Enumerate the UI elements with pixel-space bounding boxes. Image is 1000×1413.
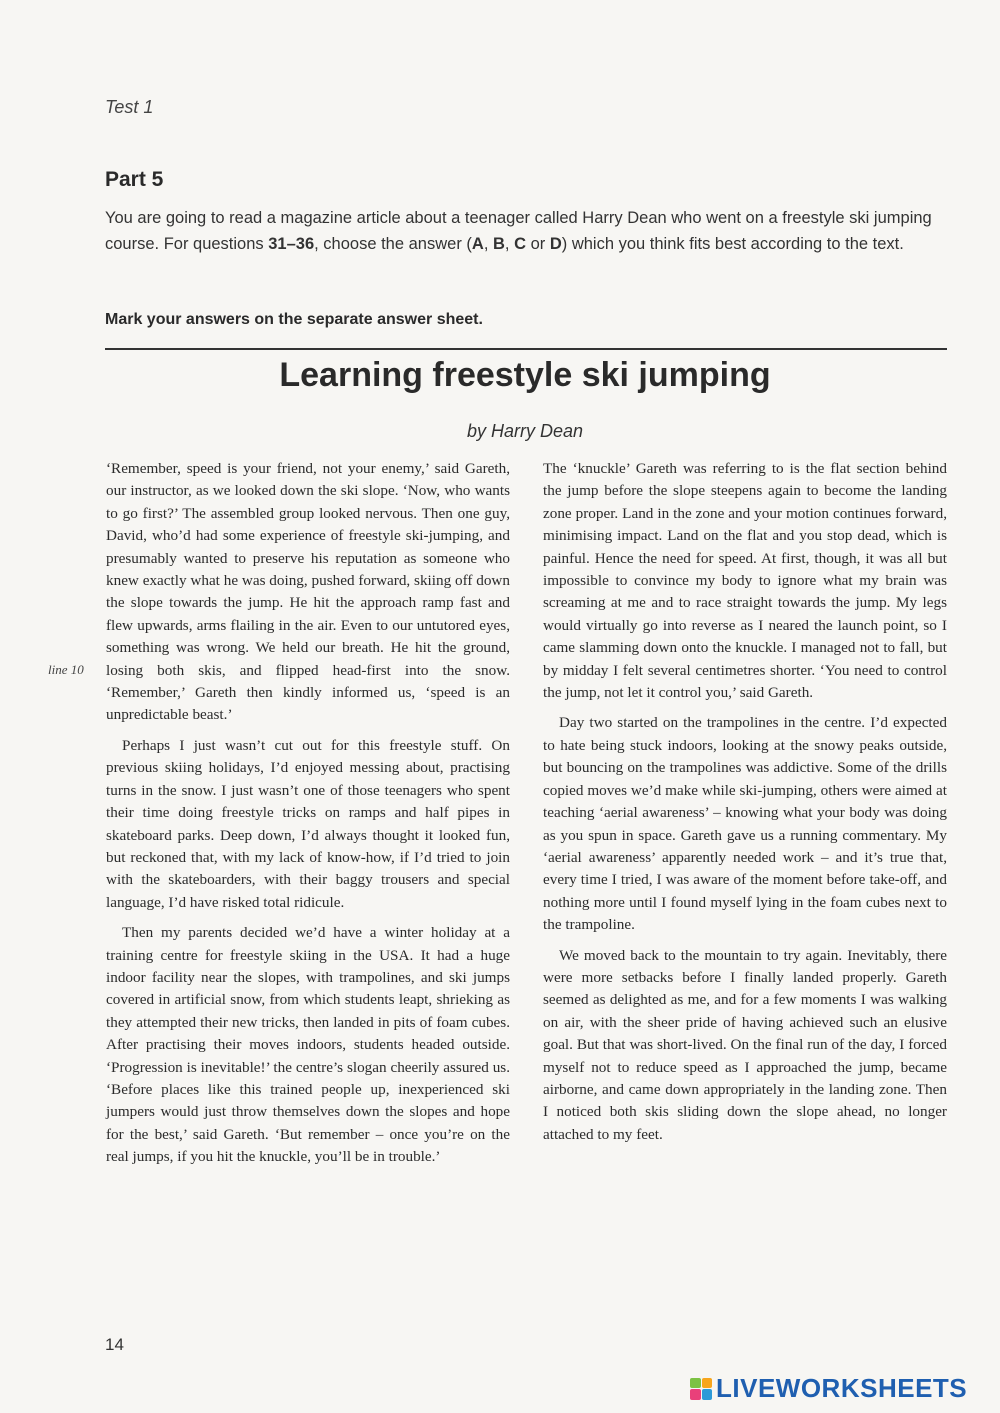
option-a: A: [471, 235, 484, 253]
option-c: C: [514, 235, 526, 253]
article-paragraph: We moved back to the mountain to try again. Inevitably, there were more setbacks before I finally landed properly. Gareth seemed as delighted as me, and for a few moments I was walking on air, with the sheer pride of having achieved such an elusive goal. But that was short-lived. On the final run of the day, I forced myself not to reduce speed as I approached the jump, became airborne, and came down appropriately in the landing zone. Then I noticed both skis sliding down the slope ahead, no longer attached to my feet.: [543, 946, 947, 1143]
article-paragraph: Day two started on the trampolines in the centre. I’d expected to hate being stuck indoors, looking at the snowy peaks outside, but bouncing on the trampolines was addictive. Some of the drills copied moves we’d make while ski-jumping, others were aimed at teaching ‘aerial awareness’ – knowing what your body was doing as you spun in space. Gareth gave us a running commentary. My ‘aerial awareness’ apparently needed work – and it’s true that, every time I tried, I was aware of the moment before take-off, and nothing more until I found myself lying in the foam cubes next to the trampoline.: [543, 714, 947, 934]
option-d: D: [549, 235, 562, 253]
article-column-left: [106, 458, 510, 1177]
article-paragraph: Then my parents decided we’d have a winter holiday at a training centre for freestyle skiing in the USA. It had a huge indoor facility near the slopes, with trampolines, and ski jumps covered in artificial snow, from which students leapt, shrieking as they attempted their new tricks, then landed in pits of foam cubes. After practising their moves indoors, students headed outside. ‘Progression is inevitable!’ the centre’s slogan cheerily assured us. ‘Before places like this trained people up, inexperienced ski jumpers would just throw themselves down the slopes and hope for the best,’ said Gareth. ‘But remember – once you’re on the real jumps, if you hit the knuckle, you’ll be in trouble.’: [106, 924, 510, 1166]
separator: ,: [504, 235, 515, 253]
instructions-text: You are going to read a magazine article about a teenager called Harry Dean who went on a freestyle ski jumping course. For questions: [105, 209, 932, 253]
part-title: Part 5: [105, 168, 164, 191]
page-number: 14: [105, 1335, 124, 1354]
article-column-right: [543, 458, 947, 1154]
divider: [105, 348, 947, 350]
article-paragraph: Perhaps I just wasn’t cut out for this freestyle stuff. On previous skiing holidays, I’d enjoyed messing about, practising turns in the snow. I just wasn’t one of those teenagers who spent their time doing freestyle tricks on ramps and half pipes in skateboard parks. Deep down, I’d always thought it looked fun, but reckoned that, with my lack of know-how, if I’d tried to join with the skateboarders, with their baggy trousers and special language, I’d have risked total ridicule.: [106, 736, 510, 911]
liveworksheets-brand[interactable]: [690, 1373, 967, 1404]
mark-answers-note: Mark your answers on the separate answer sheet.: [105, 311, 483, 328]
instructions: [105, 205, 950, 257]
instructions-text: , choose the answer (: [314, 235, 472, 253]
instructions-text: ) which you think fits best according to the text.: [561, 235, 904, 253]
questions-range: 31–36: [268, 235, 315, 253]
option-b: B: [492, 235, 505, 253]
article-byline: by Harry Dean: [466, 421, 584, 441]
liveworksheets-logo-icon: [690, 1378, 712, 1400]
separator: or: [526, 235, 550, 253]
line-marker: line 10: [48, 662, 84, 677]
test-label: Test 1: [105, 97, 154, 117]
article-paragraph: The ‘knuckle’ Gareth was referring to is the flat section behind the jump before the slope steepens again to become the landing zone proper. Land in the zone and your motion continues forward, minimising impact. Land on the flat and you stop dead, which is painful. Hence the need for speed. At first, though, it was all but impossible to convince my body to ignore what my brain was screaming at me and to race straight towards the jump. My legs would virtually go into reverse as I neared the launch point, so I came slamming down onto the knuckle. I managed not to fall, but by midday I felt several centimetres shorter. ‘You need to control the jump, not let it control you,’ said Gareth.: [543, 460, 947, 702]
article-title: Learning freestyle ski jumping: [279, 356, 771, 394]
separator: ,: [483, 235, 493, 253]
brand-text: LIVEWORKSHEETS: [716, 1373, 968, 1403]
article-paragraph: ‘Remember, speed is your friend, not your enemy,’ said Gareth, our instructor, as we looked down the ski slope. ‘Now, who wants to go first?’ The assembled group looked nervous. Then one guy, David, who’d had some experience of freestyle ski-jumping, and presumably wanted to preserve his reputation as someone who knew exactly what he was doing, pushed forward, skiing off down the slope towards the jump. He hit the approach ramp fast and flew upwards, arms flailing in the air. Even to our untutored eyes, something was wrong. We held our breath. He hit the ground, losing both skis, and flipped head-first into the snow. ‘Remember,’ Gareth then kindly informed us, ‘speed is an unpredictable beast.’: [106, 460, 510, 724]
